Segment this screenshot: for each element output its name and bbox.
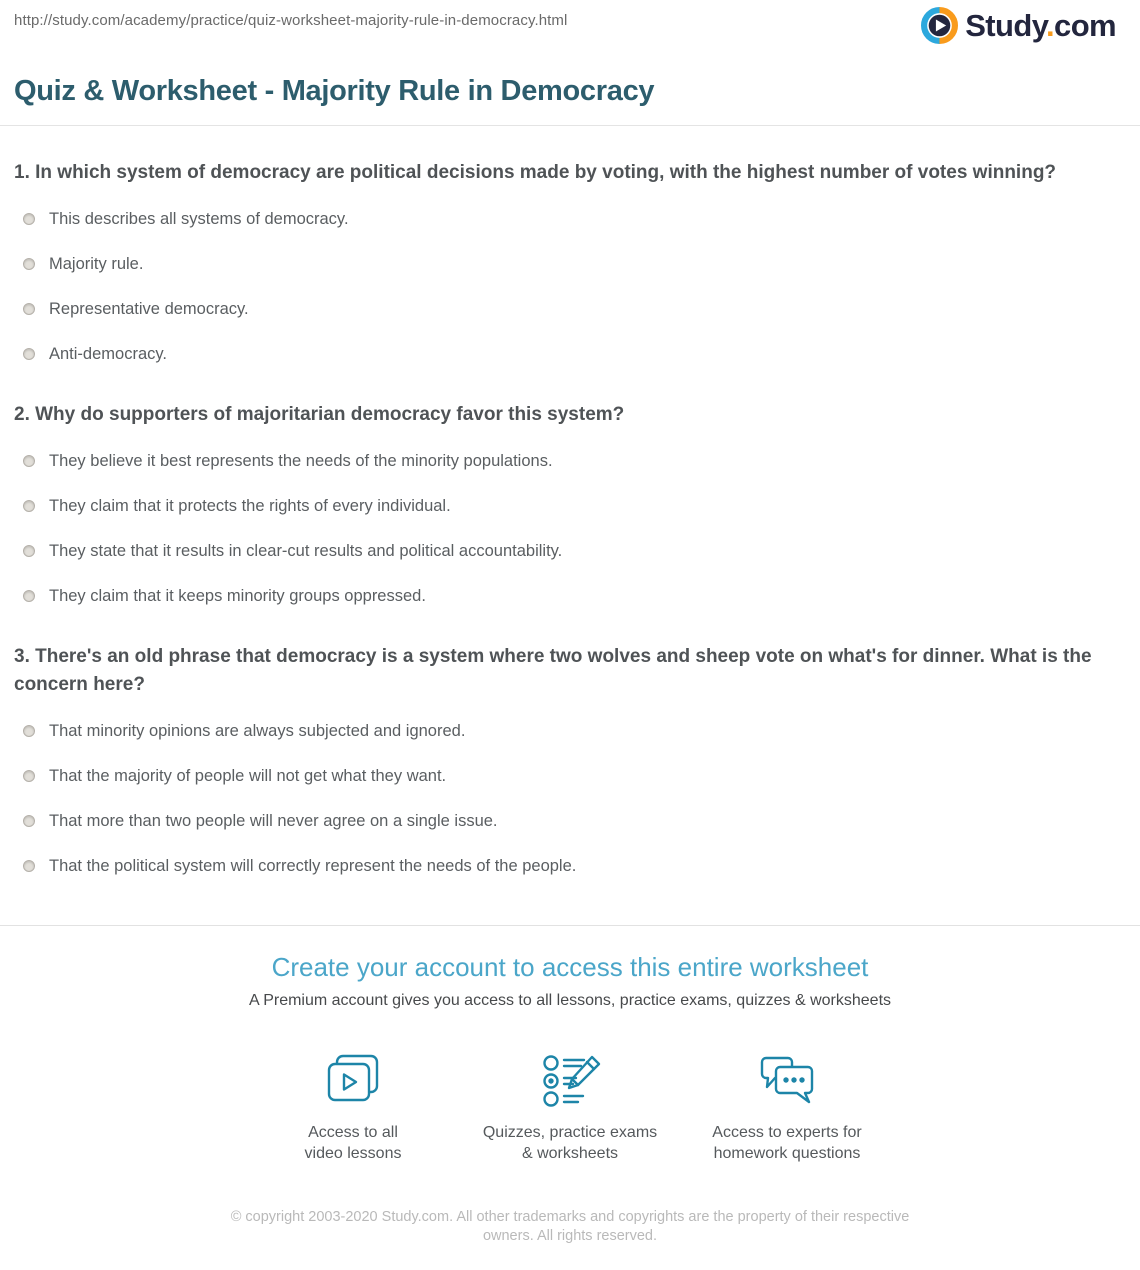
- studycom-logo[interactable]: [921, 7, 1116, 44]
- answer-option[interactable]: [14, 301, 1126, 318]
- logo-com: com: [1054, 7, 1116, 43]
- question-2-options: [14, 453, 1126, 605]
- feature-experts-chat: [679, 1046, 896, 1164]
- option-label[interactable]: Representative democracy.: [49, 300, 249, 318]
- radio-button[interactable]: [23, 770, 35, 782]
- feature-label-line2: & worksheets: [521, 1145, 619, 1162]
- question-1-options: [14, 211, 1126, 363]
- radio-button[interactable]: [23, 348, 35, 360]
- page-title: Quiz & Worksheet - Majority Rule in Democracy: [14, 75, 655, 107]
- answer-option[interactable]: [14, 453, 1126, 470]
- premium-subheading: A Premium account gives you access to all lessons, practice exams, quizzes & worksheets: [248, 992, 892, 1009]
- question-1-text: 1. In which system of democracy are political decisions made by voting, with the highest number of votes winning?: [14, 162, 1057, 183]
- logo-dot: .: [1046, 7, 1055, 43]
- copyright-text: © copyright 2003-2020 Study.com. All other trademarks and copyrights are the property of their respective owners. All rights reserved.: [230, 1209, 910, 1244]
- feature-label-line2: homework questions: [713, 1145, 861, 1162]
- option-label[interactable]: That the majority of people will not get what they want.: [49, 767, 447, 785]
- answer-option[interactable]: [14, 543, 1126, 560]
- quizzes-worksheets-icon: [462, 1046, 679, 1112]
- quiz-body: [0, 159, 1140, 875]
- cta-divider: [0, 925, 1140, 926]
- feature-label-line1: Access to experts for: [712, 1124, 862, 1141]
- feature-quizzes-worksheets: [462, 1046, 679, 1164]
- page-header: [0, 0, 1140, 58]
- radio-button[interactable]: [23, 725, 35, 737]
- feature-label: [679, 1122, 896, 1164]
- answer-option[interactable]: [14, 588, 1126, 605]
- option-label[interactable]: They believe it best represents the needs of the minority populations.: [49, 452, 553, 470]
- question-2: [14, 401, 1126, 605]
- option-label[interactable]: They claim that it keeps minority groups oppressed.: [49, 587, 426, 605]
- video-lessons-icon: [245, 1046, 462, 1112]
- radio-button[interactable]: [23, 815, 35, 827]
- studycom-logo-text: [965, 8, 1116, 44]
- answer-option[interactable]: [14, 813, 1126, 830]
- feature-label-line2: video lessons: [304, 1145, 402, 1162]
- option-label[interactable]: That the political system will correctly represent the needs of the people.: [49, 857, 577, 875]
- experts-chat-icon: [679, 1046, 896, 1112]
- radio-button[interactable]: [23, 303, 35, 315]
- question-3-options: [14, 723, 1126, 875]
- studycom-logo-icon: [921, 7, 958, 44]
- option-label[interactable]: Majority rule.: [49, 255, 144, 273]
- option-label[interactable]: This describes all systems of democracy.: [49, 210, 349, 228]
- radio-button[interactable]: [23, 258, 35, 270]
- feature-label-line1: Access to all: [308, 1124, 398, 1141]
- radio-button[interactable]: [23, 500, 35, 512]
- url-text: http://study.com/academy/practice/quiz-worksheet-majority-rule-in-democracy.html: [14, 12, 568, 29]
- question-3-text: 3. There's an old phrase that democracy is a system where two wolves and sheep vote on what's for dinner. What is the concern here?: [14, 646, 1092, 695]
- answer-option[interactable]: [14, 346, 1126, 363]
- radio-button[interactable]: [23, 455, 35, 467]
- answer-option[interactable]: [14, 723, 1126, 740]
- feature-list: [0, 1046, 1140, 1164]
- option-label[interactable]: That minority opinions are always subjected and ignored.: [49, 722, 466, 740]
- question-3: [14, 643, 1126, 875]
- question-2-text: 2. Why do supporters of majoritarian democracy favor this system?: [14, 404, 625, 425]
- feature-label: [462, 1122, 679, 1164]
- cta-section: [0, 952, 1140, 1164]
- feature-video-lessons: [245, 1046, 462, 1164]
- logo-study: Study: [965, 7, 1047, 43]
- answer-option[interactable]: [14, 858, 1126, 875]
- radio-button[interactable]: [23, 213, 35, 225]
- answer-option[interactable]: [14, 211, 1126, 228]
- option-label[interactable]: Anti-democracy.: [49, 345, 167, 363]
- answer-option[interactable]: [14, 498, 1126, 515]
- feature-label-line1: Quizzes, practice exams: [482, 1124, 658, 1141]
- option-label[interactable]: They claim that it protects the rights of every individual.: [49, 497, 451, 515]
- radio-button[interactable]: [23, 545, 35, 557]
- option-label[interactable]: That more than two people will never agree on a single issue.: [49, 812, 498, 830]
- title-divider: [0, 125, 1140, 126]
- radio-button[interactable]: [23, 860, 35, 872]
- option-label[interactable]: They state that it results in clear-cut results and political accountability.: [49, 542, 563, 560]
- feature-label: [245, 1122, 462, 1164]
- create-account-link[interactable]: Create your account to access this entire worksheet: [271, 952, 869, 982]
- question-1: [14, 159, 1126, 363]
- answer-option[interactable]: [14, 256, 1126, 273]
- radio-button[interactable]: [23, 590, 35, 602]
- answer-option[interactable]: [14, 768, 1126, 785]
